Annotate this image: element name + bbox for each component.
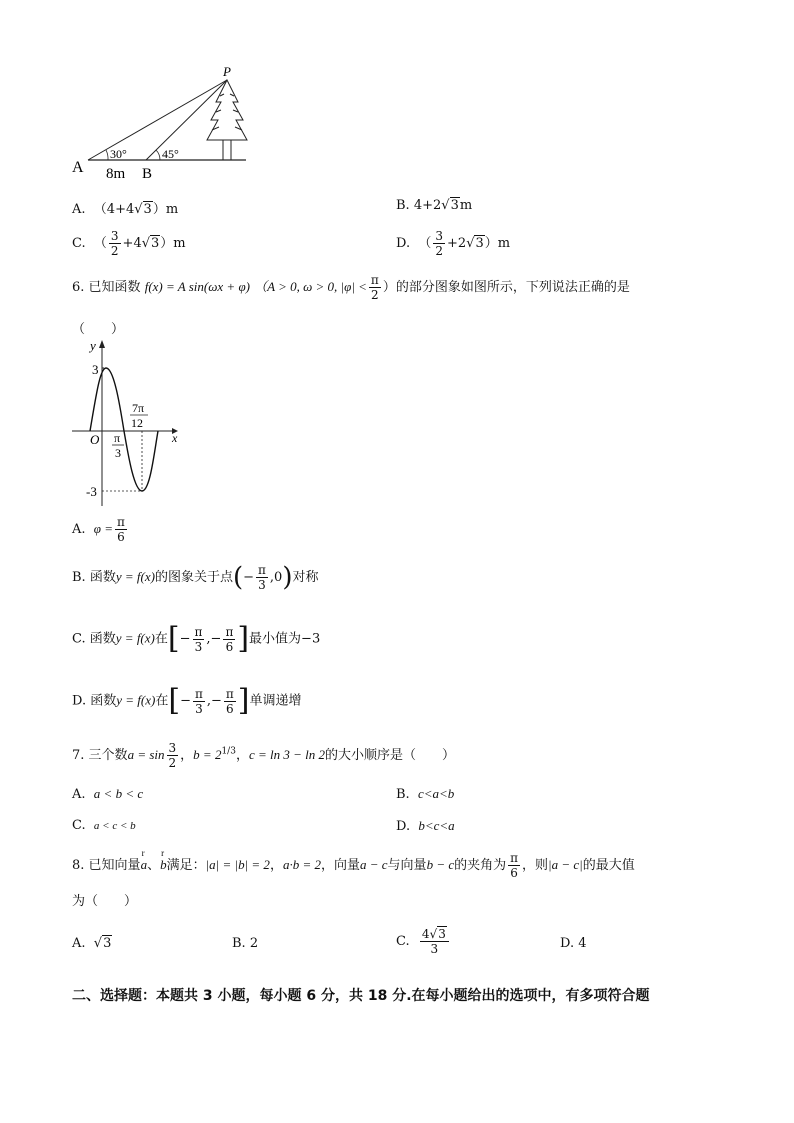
- frac: $\frac{\pi}{3}$: [194, 624, 203, 654]
- q8-stem-line2: 为（ ）: [72, 894, 138, 909]
- label-a: A: [72, 159, 84, 176]
- q5-option-b: B. 4+2√3m: [396, 198, 473, 213]
- sine-graph: [68, 336, 188, 508]
- frac: $\frac{3}{2}$: [168, 741, 177, 770]
- frac: $\frac{3}{2}$: [110, 229, 119, 258]
- angle-45: 45°: [162, 147, 179, 161]
- q6-paren: （ ）: [72, 322, 125, 337]
- sine-curve: [90, 368, 158, 491]
- q5-option-a: A. （4+4√3）m: [72, 202, 179, 217]
- q6-stem: 6. 已知函数 f(x) = A sin(ωx + φ) （A > 0, ω > 0, |φ| < $\frac{\pi}{2}$ ）的部分图象如图所示，下列说法正确的是: [72, 273, 630, 302]
- svg-text:3: 3: [115, 446, 121, 460]
- q8-stem-line1: 8. 已知向量r a、r b满足：|a| = |b| = 2，a·b = 2，向量a − c与向量b − c的夹角为 $\frac{\pi}{6}$ ，则|a − c|的最大值: [72, 852, 635, 879]
- frac: $\frac{\pi}{3}$: [194, 686, 203, 716]
- origin-label: O: [90, 432, 100, 447]
- frac: $\frac{\pi}{2}$: [370, 273, 379, 302]
- svg-text:π: π: [114, 431, 121, 445]
- tree-icon: [207, 80, 247, 160]
- q7-option-d: D. b<c<a: [396, 818, 455, 834]
- q6-option-d: D. 函数y = f(x)在[− $\frac{\pi}{3}$ ,− $\frac{\pi}{6}$ ]单调递增: [72, 683, 302, 718]
- q7-option-a: A. a < b < c: [72, 786, 144, 802]
- frac: $\frac{4√3}{3}$: [420, 928, 449, 955]
- q5-option-d: D. （ $\frac{3}{2}$ +2√3）m: [396, 229, 511, 258]
- frac: $\frac{\pi}{6}$: [225, 624, 234, 654]
- distance-label: 8m: [106, 166, 126, 182]
- section-2-heading: 二、选择题：本题共 3 小题，每小题 6 分，共 18 分.在每小题给出的选项中，有多项符合题: [72, 988, 650, 1004]
- y-label: y: [90, 338, 96, 353]
- q6-option-b: B. 函数y = f(x)的图象关于点(− $\frac{\pi}{3}$ ,0)对称: [72, 562, 319, 593]
- svg-text:12: 12: [131, 416, 143, 430]
- frac: $\frac{\pi}{6}$: [117, 515, 125, 544]
- tree-triangle-figure: [70, 64, 255, 184]
- q5-option-c: C. （ $\frac{3}{2}$ +4√3）m: [72, 229, 186, 258]
- frac: $\frac{\pi}{6}$: [510, 851, 519, 880]
- x-label: x: [172, 431, 178, 445]
- svg-text:7π: 7π: [132, 401, 145, 415]
- q8-option-b: B. 2: [232, 936, 259, 951]
- frac: $\frac{3}{2}$: [435, 229, 444, 258]
- y-max-label: 3: [92, 362, 99, 377]
- frac: $\frac{\pi}{6}$: [225, 686, 234, 716]
- q8-option-c: C. $\frac{4√3}{3}$: [396, 928, 451, 955]
- q7-stem: 7. 三个数a = sin $\frac{3}{2}$ ，$b = 2^{1/3}$，c = ln 3 − ln 2的大小顺序是（ ）: [72, 741, 456, 770]
- frac: $\frac{\pi}{3}$: [258, 563, 266, 592]
- q6-option-c: C. 函数y = f(x)在[− $\frac{\pi}{3}$ ,− $\frac{\pi}{6}$ ]最小值为−3: [72, 621, 321, 656]
- q7-option-b: B. c<a<b: [396, 786, 455, 802]
- y-min-label: -3: [86, 484, 97, 499]
- q7-option-c: C. a < c < b: [72, 818, 136, 833]
- q8-option-a: A. √3: [72, 936, 112, 951]
- label-b: B: [142, 166, 153, 182]
- label-p: P: [223, 64, 231, 79]
- q6-option-a: A. φ = $\frac{\pi}{6}$: [72, 515, 125, 544]
- q8-option-d: D. 4: [560, 936, 587, 951]
- angle-30: 30°: [110, 147, 127, 161]
